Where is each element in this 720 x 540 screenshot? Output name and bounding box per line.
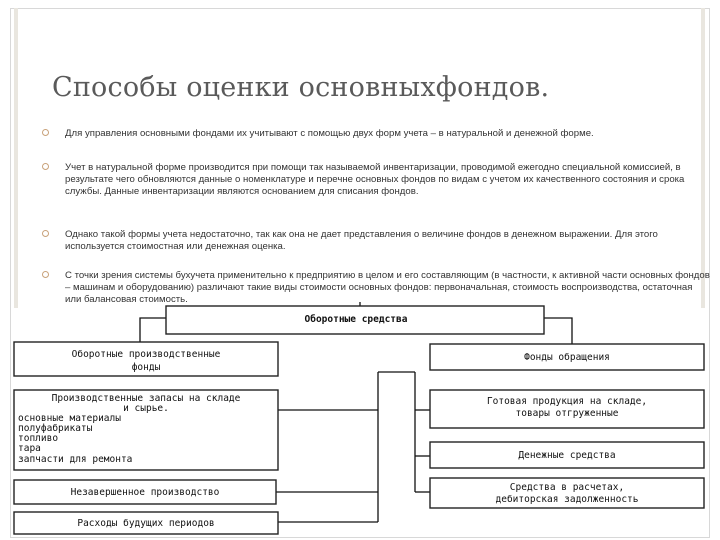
right-item-line: дебиторская задолженность xyxy=(495,494,639,505)
right-item-line: Денежные средства xyxy=(518,450,616,461)
left-item-line: Производственные запасы на складе xyxy=(51,393,241,404)
connector-right-branch xyxy=(544,318,572,344)
left-header-line: фонды xyxy=(131,362,161,373)
left-item-line: и сырье. xyxy=(123,403,169,414)
left-item-line: Незавершенное производство xyxy=(70,487,220,498)
left-item-line: топливо xyxy=(18,433,59,444)
left-header-line: Оборотные производственные xyxy=(71,349,221,360)
left-item-line: запчасти для ремонта xyxy=(18,454,133,465)
bullet-text: Для управления основными фондами их учитывают с помощью двух форм учета – в натуральной и денежной форме. xyxy=(65,128,594,139)
right-header-line: Фонды обращения xyxy=(524,352,610,363)
right-item-line: Готовая продукция на складе, xyxy=(486,396,648,407)
bullet-text: Однако такой формы учета недостаточно, так как она не дает представления о величине фондов в денежном выражении. Для этого используется стоимостная или денежная оценка. xyxy=(65,229,658,252)
left-item-line: Расходы будущих периодов xyxy=(77,518,215,529)
connector-left-branch xyxy=(140,318,166,342)
bullet-text: Учет в натуральной форме производится при помощи так называемой инвентаризации, проводимой ежегодно специальной комиссией, в результате чего обновляются данные о номенклатуре и перечне основных фондов по видам с учетом их качественного состояния и срока службы. Данные инвентаризации являются основанием для списания фондов. xyxy=(65,162,685,197)
right-item-line: Средства в расчетах, xyxy=(509,482,625,493)
slide-title: Способы оценки основныхфондов. xyxy=(52,72,550,103)
root-node-label: Оборотные средства xyxy=(304,314,408,325)
left-item-line: основные материалы xyxy=(18,413,121,424)
bullet-text: С точки зрения системы бухучета применительно к предприятию в целом и его составляющим (в частности, к активной части основных фондов – машинам и оборудованию) различают такие виды стоимости основных фондов: первоначальная, стоимость воспроизводства, остаточная или балансовая стоимость. xyxy=(65,270,710,305)
right-item-line: товары отгруженные xyxy=(515,408,619,419)
left-item-line: полуфабрикаты xyxy=(18,423,93,434)
left-item-line: тара xyxy=(18,443,41,454)
